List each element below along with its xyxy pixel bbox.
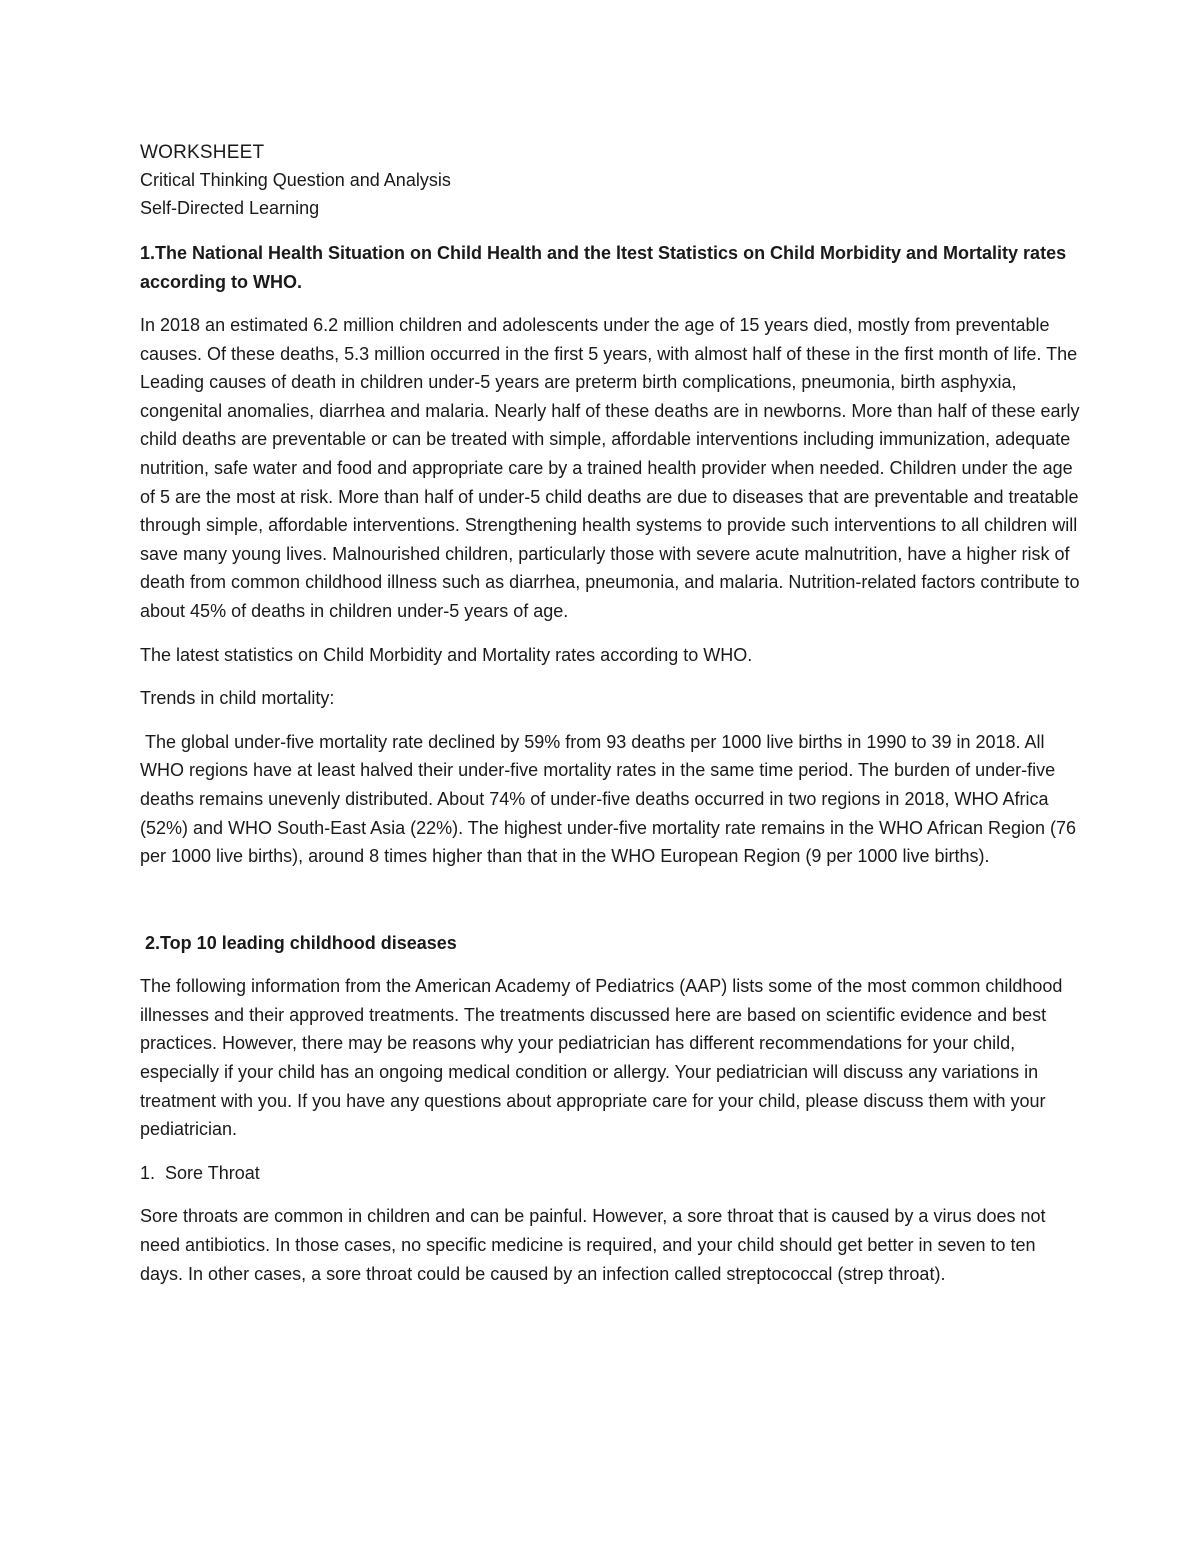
section-1-paragraph-trends-label: Trends in child mortality: (140, 688, 335, 709)
document-subtitle-self-directed: Self-Directed Learning (140, 198, 320, 218)
section-1-paragraph-latest-statistics: The latest statistics on Child Morbidity and Mortality rates according to WHO. (140, 644, 753, 665)
document-title: WORKSHEET (140, 142, 265, 163)
list-item-sore-throat-label: 1. Sore Throat (140, 1162, 260, 1183)
list-item-sore-throat-text: Sore throats are common in children and can be painful. However, a sore throat that is caused by a virus does not need antibiotics. In those cases, no specific medicine is required, and your child should get better in seven to ten days. In other cases, a sore throat could be caused by an infection called streptococcal (strep throat). (140, 1206, 1046, 1284)
section-1-paragraph-overview: In 2018 an estimated 6.2 million children and adolescents under the age of 15 years died, mostly from preventable causes. Of these deaths, 5.3 million occurred in the first 5 years, with almost half of these in the first month of life. The Leading causes of death in children under-5 years are preterm birth complications, pneumonia, birth asphyxia, congenital anomalies, diarrhea and malaria. Nearly half of these deaths are in newborns. More than half of these early child deaths are preventable or can be treated with simple, affordable interventions including immunization, adequate nutrition, safe water and food and appropriate care by a trained health provider when needed. Children under the age of 5 are the most at risk. More than half of under-5 child deaths are due to diseases that are preventable and treatable through simple, affordable interventions. Strengthening health systems to provide such interventions to all children will save many young lives. Malnourished children, particularly those with severe acute malnutrition, have a higher risk of death from common childhood illness such as diarrhea, pneumonia, and malaria. Nutrition-related factors contribute to about 45% of deaths in children under-5 years of age. (140, 315, 1080, 621)
section-1-paragraph-trends: The global under-five mortality rate declined by 59% from 93 deaths per 1000 live births in 1990 to 39 in 2018. All WHO regions have at least halved their under-five mortality rates in the same time period. The burden of under-five deaths remains unevenly distributed. About 74% of under-five deaths occurred in two regions in 2018, WHO Africa (52%) and WHO South-East Asia (22%). The highest under-five mortality rate remains in the WHO African Region (76 per 1000 live births), around 8 times higher than that in the WHO European Region (9 per 1000 live births). (140, 731, 1082, 867)
section-1-heading: 1.The National Health Situation on Child Health and the ltest Statistics on Child Morbidity and Mortality rates according to WHO. (140, 243, 1067, 292)
section-2-paragraph-intro: The following information from the American Academy of Pediatrics (AAP) lists some of the most common childhood illnesses and their approved treatments. The treatments discussed here are based on scientific evidence and best practices. However, there may be reasons why your pediatrician has different recommendations for your child, especially if your child has an ongoing medical condition or allergy. Your pediatrician will discuss any variations in treatment with you. If you have any questions about appropriate care for your child, please discuss them with your pediatrician. (140, 976, 1063, 1140)
document-page (140, 140, 1080, 1288)
section-2-heading: 2.Top 10 leading childhood diseases (140, 932, 457, 953)
document-subtitle-critical-thinking: Critical Thinking Question and Analysis (140, 170, 451, 190)
